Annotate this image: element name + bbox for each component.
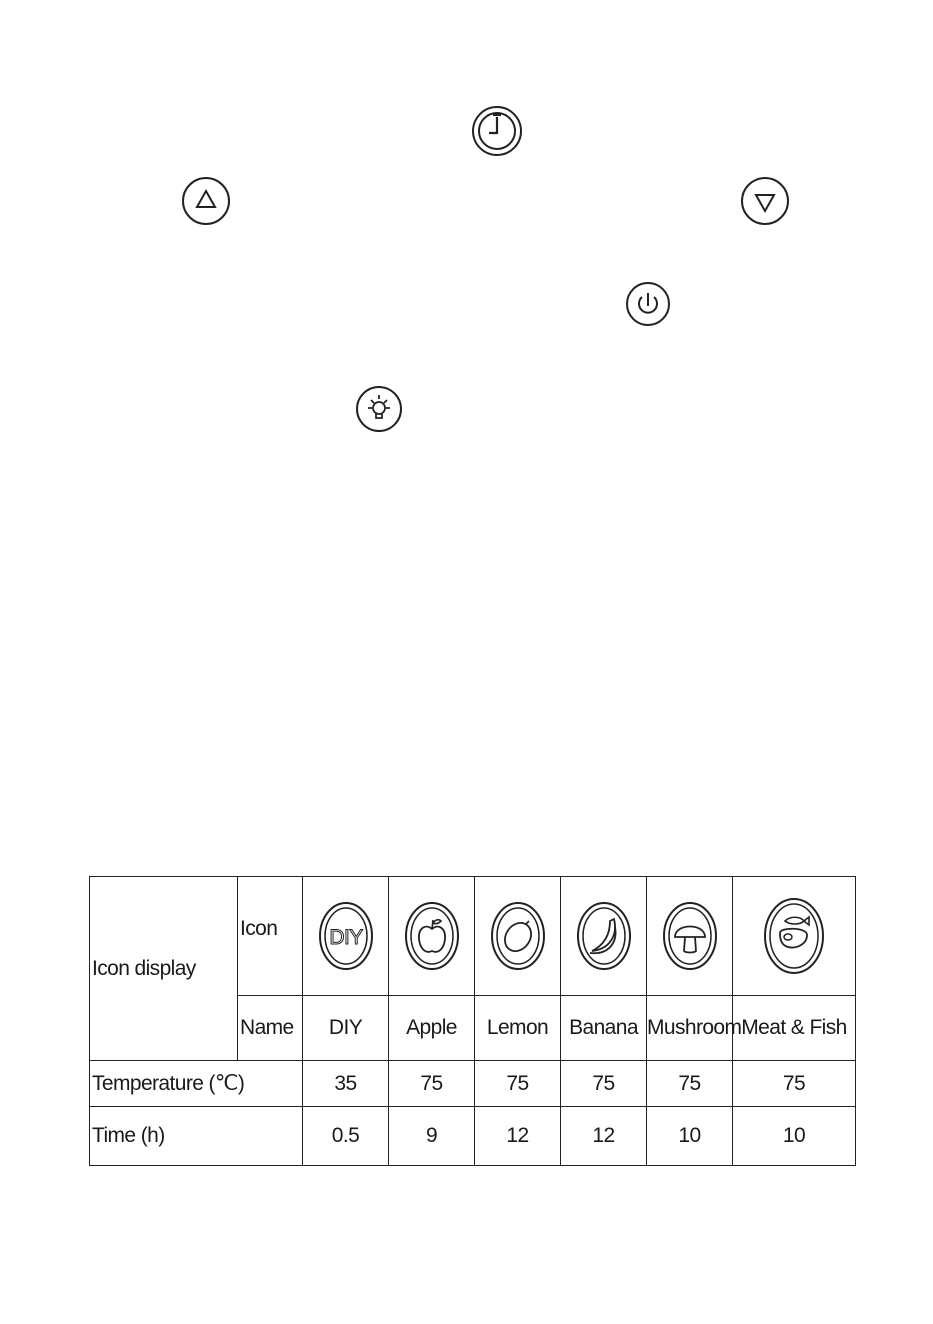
time-row — [90, 1107, 856, 1166]
program-name-meat-fish: Meat & Fish — [733, 996, 856, 1061]
down-arrow-icon[interactable] — [739, 175, 791, 227]
diy-icon-label: DIY — [328, 926, 363, 949]
banana-icon-cell — [561, 877, 647, 996]
program-name-mushroom: Mushroom — [647, 996, 733, 1061]
program-name-banana: Banana — [561, 996, 647, 1061]
temperature-lemon: 75 — [475, 1061, 561, 1107]
time-diy: 0.5 — [303, 1107, 389, 1166]
meat-fish-icon — [763, 897, 825, 975]
up-arrow-icon[interactable] — [180, 175, 232, 227]
time-banana: 12 — [561, 1107, 647, 1166]
mushroom-icon-cell — [647, 877, 733, 996]
temperature-label: Temperature (℃) — [90, 1061, 303, 1107]
name-row-label: Name — [238, 996, 303, 1061]
temperature-diy: 35 — [303, 1061, 389, 1107]
time-lemon: 12 — [475, 1107, 561, 1166]
meat-fish-icon-cell — [733, 877, 856, 996]
power-icon[interactable] — [624, 280, 672, 328]
mushroom-icon — [662, 901, 718, 971]
lemon-icon — [490, 901, 546, 971]
time-apple: 9 — [389, 1107, 475, 1166]
time-label: Time (h) — [90, 1107, 303, 1166]
temperature-mushroom: 75 — [647, 1061, 733, 1107]
temperature-apple: 75 — [389, 1061, 475, 1107]
timer-icon[interactable] — [471, 105, 523, 157]
temperature-banana: 75 — [561, 1061, 647, 1107]
icon-row-label: Icon — [238, 877, 303, 996]
time-meat-fish: 10 — [733, 1107, 856, 1166]
lemon-icon-cell — [475, 877, 561, 996]
program-name-apple: Apple — [389, 996, 475, 1061]
temperature-row — [90, 1061, 856, 1107]
program-name-diy: DIY — [303, 996, 389, 1061]
time-mushroom: 10 — [647, 1107, 733, 1166]
program-name-lemon: Lemon — [475, 996, 561, 1061]
banana-icon — [576, 901, 632, 971]
icon-display-label: Icon display — [90, 877, 238, 1061]
diy-icon — [318, 901, 374, 971]
temperature-meat-fish: 75 — [733, 1061, 856, 1107]
apple-icon — [404, 901, 460, 971]
diy-icon-cell — [303, 877, 389, 996]
apple-icon-cell — [389, 877, 475, 996]
light-bulb-icon[interactable] — [354, 384, 404, 434]
icon-row — [90, 877, 856, 996]
program-table — [89, 876, 856, 1166]
